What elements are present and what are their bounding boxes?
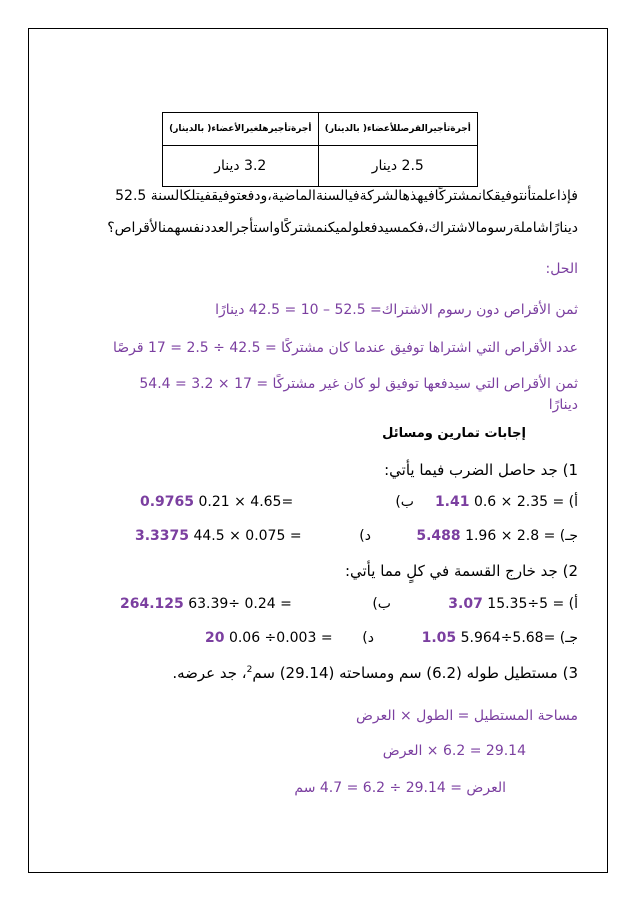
q1d-expr: 44.5 × 0.075 = [193,528,302,544]
member-price-value: 2.5 دينار [318,146,477,187]
member-price-header: أجرةتأجيرالقرصللأعضاء( بالدينار) [318,113,477,146]
q2a-label: أ) [568,596,578,612]
q1a-expr: 0.6 × 2.35 = [473,494,565,510]
q1b-answer: 0.9765 [140,494,195,510]
question-2: 2) جد خارج القسمة في كلٍ مما يأتي: [344,562,578,580]
solution-step-2: عدد الأقراص التي اشتراها توفيق عندما كان مشتركًا = 42.5 ÷ 2.5 = 17 قرصًا [112,340,578,356]
question-3 [172,664,578,682]
exercises-heading: إجابات تمارين ومسائل [382,426,526,441]
q2b-label: ب) [372,596,391,612]
q3-superscript: 2 [246,665,253,675]
q1b [140,494,293,510]
q1b-label: ب) [395,494,414,510]
question-1: 1) جد حاصل الضرب فيما يأتي: [384,461,578,479]
q1d [135,528,302,544]
q2c-label: جـ) [559,630,578,646]
q1c-answer: 5.488 [416,528,461,544]
rental-price-table [162,112,478,187]
q2b-answer: 264.125 [120,596,184,612]
solution-step-3: ثمن الأقراص التي سيدفعها توفيق لو كان غير مشتركًا = 17 × 3.2 = 54.4 [139,376,578,392]
q1b-expr: 0.21 × 4.65= [198,494,294,510]
q2c [422,630,578,646]
q2b-expr: 63.39÷ 0.24 = [188,596,292,612]
solution-label: الحل: [545,261,578,277]
q2a [448,596,578,612]
q1a [435,494,578,510]
area-substitution: 29.14 = 6.2 × العرض [382,743,526,759]
q3-text: 3) مستطيل طوله (6.2) سم ومساحته (29.14) سم [252,664,578,682]
q3-text-end: ، جد عرضه. [172,664,247,682]
q1a-answer: 1.41 [434,494,470,510]
problem-line-2: دينارًاشاملةرسومالاشتراك،فكمسيدفعلولميكنمشتركًاواستأجرالعددنفسهمنالأقراص؟ [107,220,578,236]
solution-step-3-cont: دينارًا [548,397,578,413]
area-formula: مساحة المستطيل = الطول × العرض [355,708,578,724]
q1c-label: جـ) [559,528,578,544]
q2d-answer: 20 [205,630,225,646]
q2d-label: د) [362,630,374,646]
q2d [205,630,333,646]
q1d-label: د) [359,528,371,544]
q2a-expr: 15.35÷5 = [487,596,565,612]
q1d-answer: 3.3375 [135,528,190,544]
q2a-answer: 3.07 [448,596,483,612]
problem-line-1: فإذاعلمتأنتوفيقكانمشتركًافيهذهالشركةفيالسنةالماضية،ودفعتوفيقفيتلكالسنة 52.5 [115,188,578,204]
q2b [120,596,292,612]
q1a-label: أ) [568,494,578,510]
q2c-expr: 5.964÷5.68= [460,630,556,646]
nonmember-price-header: أجرةتأجيرهلغيرالأعضاء( بالدينار) [163,113,319,146]
q1c [416,528,578,544]
solution-step-1: ثمن الأقراص دون رسوم الاشتراك= 52.5 – 10 = 42.5 دينارًا [215,302,578,318]
q2c-answer: 1.05 [421,630,457,646]
nonmember-price-value: 3.2 دينار [163,146,319,187]
width-answer: العرض = 29.14 ÷ 6.2 = 4.7 سم [294,780,506,796]
q1c-expr: 1.96 × 2.8 = [465,528,556,544]
q2d-expr: 0.06 ÷0.003 = [228,630,333,646]
